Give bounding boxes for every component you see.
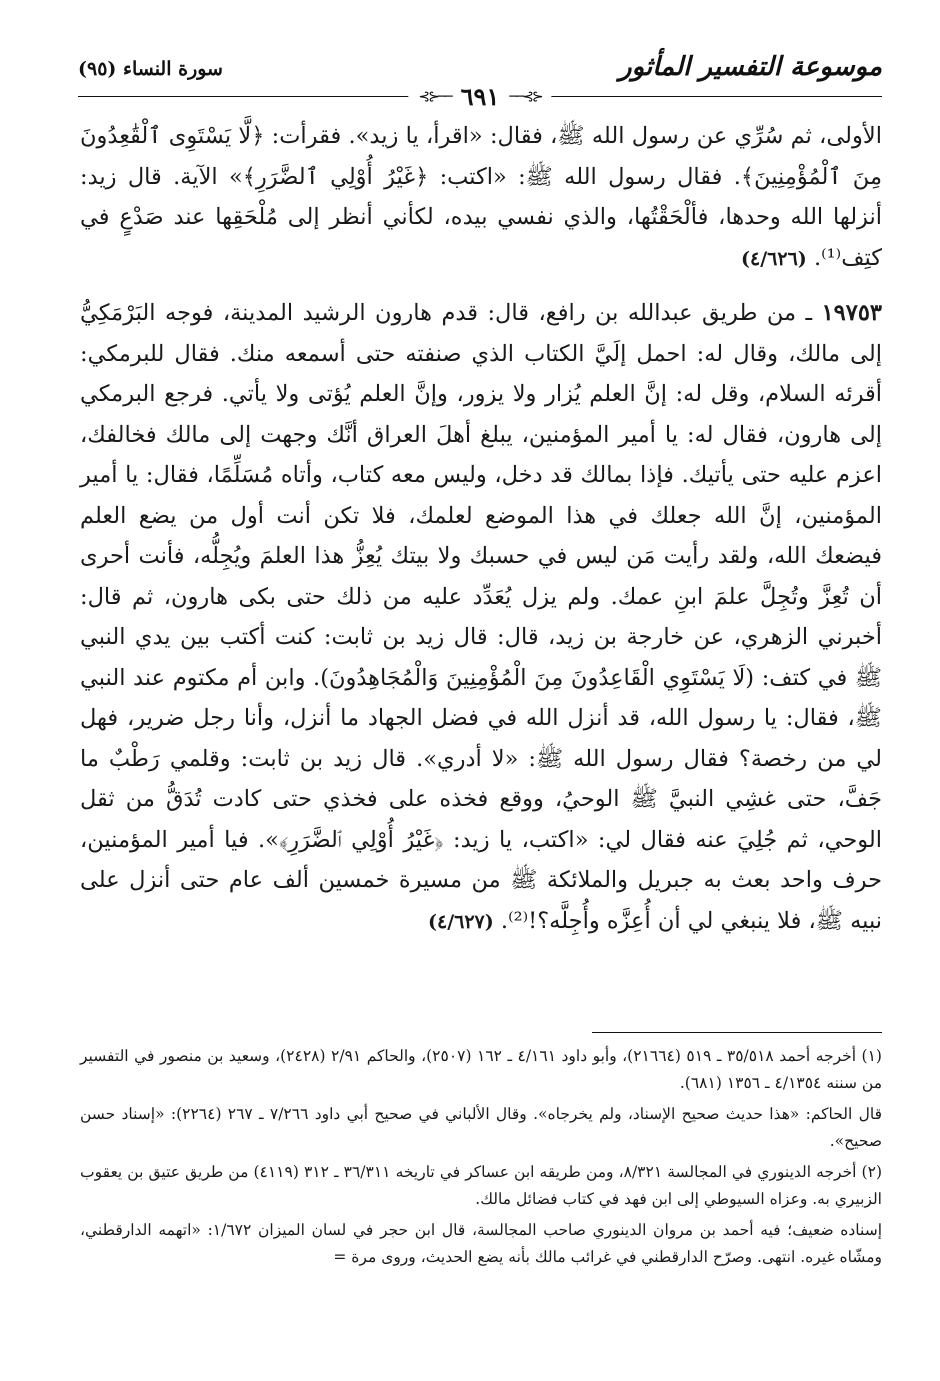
ornament-right-icon: ──⊰⊱ [509, 88, 542, 105]
ornament-left-icon: ⊰⊱── [418, 88, 451, 105]
paragraph-2-text: ـ من طريق عبدالله بن رافع، قال: قدم هارون الرشيد المدينة، فوجه البَرْمَكِيُّ إلى مالك، وقال له: احمل إلَيَّ الكتاب الذي صنفته حتى أسمعه منك. فقال للبرمكي: أقرئه السلام، وقل له: إنَّ العلم يُزار ولا يزور، وإنَّ العلم يُؤتى ولا يأتي. فرجع البرمكي إلى هارون، فقال له: يا أمير المؤمنين، يبلغ أهلَ العراق أنَّك وجهت إلى مالك فخالفك، اعزم عليه حتى يأتيك. فإذا بمالك قد دخل، وليس معه كتاب، وأتاه مُسَلِّمًا، فقال: يا أمير المؤمنين، إنَّ الله جعلك في هذا الموضع لعلمك، فلا تكن أنت أول من يضع العلم فيضعك الله، ولقد رأيت مَن ليس في حسبك ولا بيتك يُعِزُّ هذا العلمَ ويُجِلُّه، فأنت أحرى أن تُعِزَّ وتُجِلَّ علمَ ابنِ عمك. ولم يزل يُعَدِّد عليه من ذلك حتى بكى هارون، ثم قال: أخبرني الزهري، عن خارجة بن زيد، قال: قال زيد بن ثابت: كنت أكتب بين يدي النبي ﷺ في كتف: (لَا يَسْتَوِي الْقَاعِدُونَ مِنَ الْمُؤْمِنِينَ وَالْمُجَاهِدُونَ). وابن أم مكتوم عند النبي ﷺ، فقال: يا رسول الله، قد أنزل الله في فضل الجهاد ما أنزل، وأنا رجل ضرير، فهل لي من رخصة؟ فقال رسول الله ﷺ: «لا أدري». قال زيد بن ثابت: وقلمي رَطْبٌ ما جَفَّ، حتى غشِي النبيَّ ﷺ الوحيُ، ووقع فخذه على فخذي حتى كادت تُدَقُّ من ثقل الوحي، ثم جُلِيَ عنه فقال لي: «اكتب، يا زيد: ﴿غَيْرُ أُوْلِي ٱلضَّرَرِ﴾». فيا أمير المؤمنين، حرف واحد بعث به جبريل والملائكة ﷺ من مسيرة خمسين ألف عام حتى أنزل على نبيه ﷺ، فلا ينبغي لي أن أُعِزَّه وأُجِلَّه؟!⁽²⁾. [80, 300, 882, 934]
footnote-divider [592, 1032, 882, 1033]
paragraph-1 [80, 116, 882, 279]
paragraph-1-text: الأولى، ثم سُرِّي عن رسول الله ﷺ، فقال: «اقرأ، يا زيد». فقرأت: ﴿لَّا يَسْتَوِى ٱلْقَٰعِدُونَ مِنَ ٱلْمُؤْمِنِينَ﴾. فقال رسول الله ﷺ: «اكتب: ﴿غَيْرُ أُوْلِي ٱلضَّرَرِ﴾» الآية. قال زيد: أنزلها الله وحدها، فألْحَقْتُها، والذي نفسي بيده، لكأني أنظر إلى مُلْحَقِها عند صَدْعٍ في كتِف⁽¹⁾. [80, 123, 882, 271]
footnote: قال الحاكم: «هذا حديث صحيح الإسناد، ولم يخرجاه». وقال الألباني في صحيح أبي داود ٧/٢٦٦ ـ ٢٦٧ (٢٢٦٤): «إسناد حسن صحيح». [80, 1105, 882, 1150]
volume-page-ref: (٤/٦٢٦) [741, 247, 807, 270]
surah-title: سورة النساء (٩٥) [78, 58, 223, 80]
book-title: موسوعة التفسير المأثور [619, 52, 882, 82]
footnote: (٢) أخرجه الدينوري في المجالسة ٨/٣٢١، ومن طريقه ابن عساكر في تاريخه ٣٦/٣١١ ـ ٣١٢ (٤١١٩) من طريق عتيق بن يعقوب الزبيري به. وعزاه السيوطي إلى ابن فهد في كتاب فضائل مالك. [80, 1163, 882, 1208]
page-header [78, 52, 882, 111]
volume-page-ref: (٤/٦٢٧) [428, 910, 494, 933]
footnote: (١) أخرجه أحمد ٣٥/٥١٨ ـ ٥١٩ (٢١٦٦٤)، وأبو داود ٤/١٦١ ـ ١٦٢ (٢٥٠٧)، والحاكم ٢/٩١ (٢٤٢٨)، وسعيد بن منصور في التفسير من سننه ٤/١٣٥٤ ـ ١٣٥٦ (٦٨١). [80, 1047, 882, 1092]
paragraph-2 [80, 293, 882, 942]
page-number-box [408, 82, 551, 111]
footnotes [80, 1043, 882, 1275]
main-text [80, 116, 882, 942]
hadith-number: ١٩٧٥٣ [821, 300, 882, 326]
footnote: إسناده ضعيف؛ فيه أحمد بن مروان الدينوري صاحب المجالسة، قال ابن حجر في لسان الميزان ١/٦٧٢: «اتهمه الدارقطني، ومشّاه غيره. انتهى. وصرّح الدارقطني في غرائب مالك بأنه يضع الحديث، وروى مرة = [80, 1221, 883, 1266]
page-number: ٦٩١ [460, 82, 500, 111]
